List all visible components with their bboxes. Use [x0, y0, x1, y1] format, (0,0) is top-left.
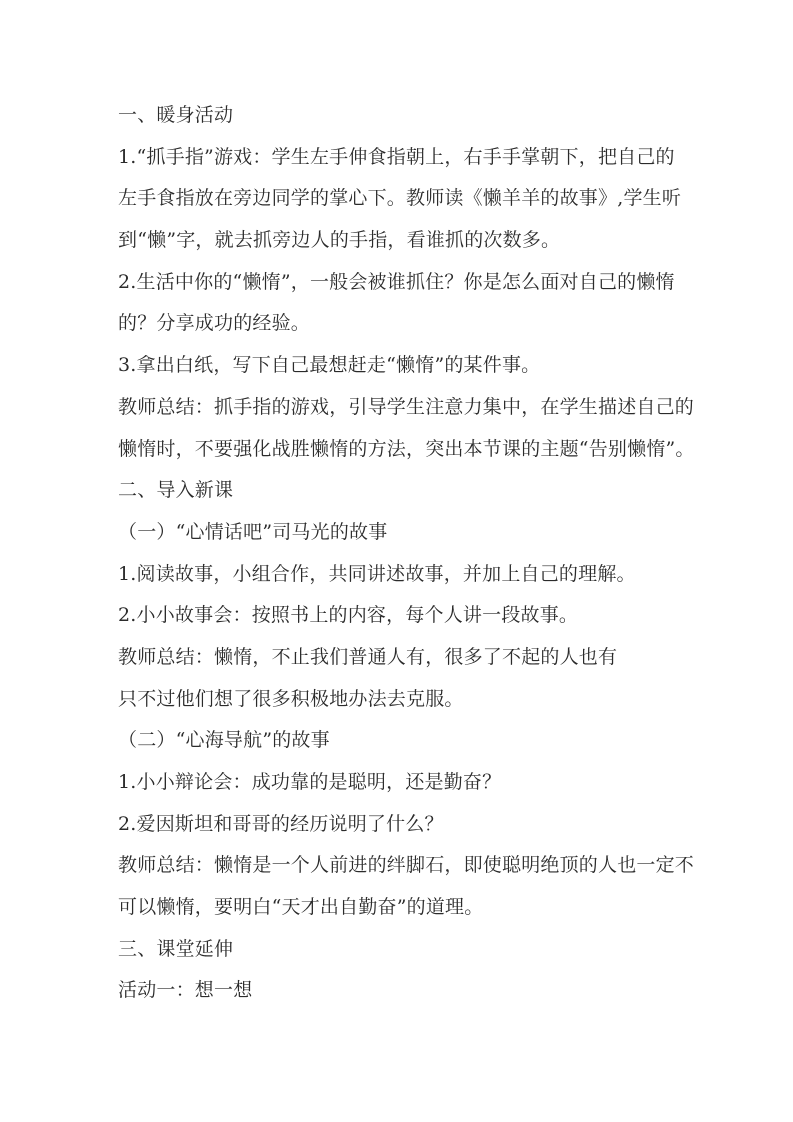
- section-heading-warmup: 一、暖身活动: [118, 104, 234, 126]
- text-line-game-1: 1.“抓手指”游戏：学生左手伸食指朝上，右手手掌朝下，把自己的: [118, 145, 675, 168]
- text-line-teacher-summary-2b: 只不过他们想了很多积极地办法去克服。: [118, 687, 464, 710]
- text-line-debate: 1.小小辩论会：成功靠的是聪明，还是勤奋？: [118, 771, 502, 793]
- section-heading-extension: 三、课堂延伸: [118, 937, 234, 960]
- text-line-read-story: 1.阅读故事，小组合作，共同讲述故事，并加上自己的理解。: [118, 562, 636, 585]
- subsection-heading-simaguang: （一）“心情话吧”司马光的故事: [118, 520, 388, 543]
- text-line-story-meeting: 2.小小故事会：按照书上的内容，每个人讲一段故事。: [118, 604, 579, 627]
- text-line-teacher-summary-3b: 可以懒惰，要明白“天才出自勤奋”的道理。: [118, 896, 484, 919]
- text-line-paper-task: 3.拿出白纸，写下自己最想赶走“懒惰”的某件事。: [118, 354, 541, 377]
- section-heading-new-lesson: 二、导入新课: [118, 479, 234, 502]
- text-line-teacher-summary-2a: 教师总结：懒惰，不止我们普通人有，很多了不起的人也有: [118, 645, 618, 668]
- text-line-einstein: 2.爱因斯坦和哥哥的经历说明了什么？: [118, 812, 444, 835]
- text-line-question-1: 2.生活中你的“懒惰”，一般会被谁抓住？你是怎么面对自己的懒惰: [118, 270, 675, 293]
- text-line-game-3: 到“懒”字，就去抓旁边人的手指，看谁抓的次数多。: [118, 229, 561, 252]
- text-line-question-2: 的？分享成功的经验。: [118, 312, 311, 335]
- document-text-block: [118, 95, 718, 1012]
- text-line-game-2: 左手食指放在旁边同学的掌心下。教师读《懒羊羊的故事》,学生听: [118, 187, 682, 210]
- text-line-activity-one: 活动一：想一想: [118, 979, 253, 1002]
- text-line-teacher-summary-1b: 懒惰时，不要强化战胜懒惰的方法，突出本节课的主题“告别懒惰”。: [118, 437, 695, 460]
- subsection-heading-navigation: （二）“心海导航”的故事: [118, 729, 330, 752]
- text-line-teacher-summary-1a: 教师总结：抓手指的游戏，引导学生注意力集中，在学生描述自己的: [118, 395, 695, 418]
- text-line-teacher-summary-3a: 教师总结：懒惰是一个人前进的绊脚石，即使聪明绝顶的人也一定不: [118, 854, 695, 877]
